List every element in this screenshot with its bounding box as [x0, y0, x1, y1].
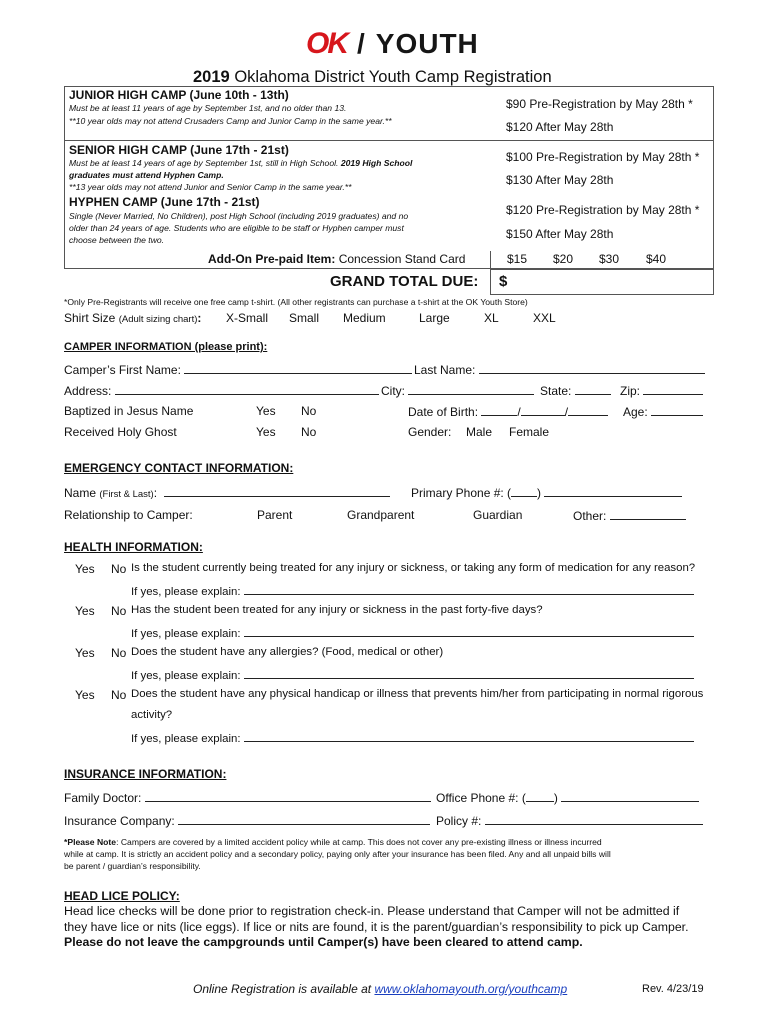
office-phone-label: Office Phone #: (: [436, 791, 526, 805]
first-name-label: Camper’s First Name:: [64, 363, 181, 377]
age-row: [623, 404, 703, 419]
policy-field[interactable]: [485, 813, 703, 825]
logo-word: YOUTH: [375, 28, 479, 59]
emergency-phone-paren: ): [537, 486, 542, 500]
lice-line-3: Please do not leave the campgrounds until Camper(s) have been cleared to attend camp.: [64, 935, 583, 949]
shirt-small[interactable]: Small: [289, 311, 320, 325]
note-label: *Please Note: [64, 837, 117, 847]
page-title: [193, 68, 552, 87]
last-name-row: [414, 362, 705, 377]
addon-amount-20[interactable]: $20: [553, 252, 574, 266]
shirt-xxl[interactable]: XXL: [533, 311, 556, 325]
gender-label: Gender:: [408, 425, 452, 439]
addon-amount-30[interactable]: $30: [599, 252, 620, 266]
shirt-size-label: [64, 311, 201, 325]
health-q2: Has the student been treated for any injury or sickness in the past forty-five days?: [131, 604, 543, 616]
health-q2-explain-field[interactable]: [244, 625, 694, 637]
health-q3: Does the student have any allergies? (Food, medical or other): [131, 646, 444, 658]
camper-info-heading: CAMPER INFORMATION (please print):: [64, 341, 268, 353]
relationship-parent[interactable]: Parent: [257, 508, 293, 522]
policy-label: Policy #:: [436, 814, 482, 828]
doctor-field[interactable]: [145, 790, 431, 802]
health-q4-explain-row: [131, 730, 694, 745]
insurance-heading: INSURANCE INFORMATION:: [64, 767, 227, 781]
emergency-name-row: [64, 485, 390, 500]
state-row: [540, 383, 611, 398]
revision-date: Rev. 4/23/19: [642, 983, 704, 995]
last-name-label: Last Name:: [414, 363, 476, 377]
health-q3-explain-label: If yes, please explain:: [131, 670, 241, 682]
lice-policy-text: [64, 904, 689, 951]
emergency-name-label: Name: [64, 486, 97, 500]
policy-row: [436, 813, 703, 828]
health-q1: Is the student currently being treated for any injury or sickness, or taking any form of medication for any reason?: [131, 562, 696, 574]
office-phone-field[interactable]: [561, 790, 699, 802]
ok-logo-mark: OK: [306, 27, 347, 60]
address-label: Address:: [64, 384, 112, 398]
holy-ghost-yes[interactable]: Yes: [256, 425, 276, 439]
insurance-note: [64, 836, 611, 872]
emergency-phone-field[interactable]: [544, 485, 682, 497]
emergency-phone-label: Primary Phone #: (: [411, 486, 512, 500]
shirt-colon: :: [197, 311, 202, 325]
health-q2-no[interactable]: No: [111, 604, 127, 618]
office-phone-row: [436, 790, 699, 805]
office-phone-paren: ): [553, 791, 558, 805]
footer-url-link[interactable]: www.oklahomayouth.org/youthcamp: [374, 982, 568, 996]
baptized-yes[interactable]: Yes: [256, 404, 276, 418]
relationship-grandparent[interactable]: Grandparent: [347, 508, 415, 522]
ok-youth-logo: [306, 27, 479, 60]
shirt-xl[interactable]: XL: [484, 311, 499, 325]
first-name-row: [64, 362, 412, 377]
note-line-2: while at camp. It is strictly an accident policy and a secondary policy, paying only after your insurance has been filed. Any and all unpaid bills will: [64, 849, 611, 859]
hyphen-camp-price-pre: $120 Pre-Registration by May 28th *: [506, 203, 700, 217]
dob-slash-1: /: [517, 405, 521, 419]
relationship-other-label: Other:: [573, 509, 607, 523]
health-q4-yes[interactable]: Yes: [75, 688, 95, 702]
hyphen-camp-desc-3: choose between the two.: [69, 235, 165, 245]
junior-camp-title: JUNIOR HIGH CAMP (June 10th - 13th): [69, 88, 289, 102]
last-name-field[interactable]: [479, 362, 705, 374]
first-name-field[interactable]: [184, 362, 412, 374]
holy-ghost-label: Received Holy Ghost: [64, 425, 177, 439]
relationship-label: Relationship to Camper:: [64, 508, 193, 522]
senior-camp-desc-2: graduates must attend Hyphen Camp.: [69, 170, 224, 180]
health-q1-yes[interactable]: Yes: [75, 562, 95, 576]
health-q3-explain-row: [131, 667, 694, 682]
health-q1-explain-label: If yes, please explain:: [131, 586, 241, 598]
addon-amount-15[interactable]: $15: [507, 252, 528, 266]
shirt-label: Shirt Size: [64, 311, 116, 325]
addon-label: Add-On Pre-paid Item:: [208, 252, 336, 266]
shirt-xsmall[interactable]: X-Small: [226, 311, 269, 325]
health-q3-no[interactable]: No: [111, 646, 127, 660]
logo-separator: /: [357, 28, 366, 59]
doctor-row: [64, 790, 431, 805]
holy-ghost-no[interactable]: No: [301, 425, 317, 439]
health-q2-yes[interactable]: Yes: [75, 604, 95, 618]
state-field[interactable]: [575, 383, 611, 395]
senior-camp-desc-3: **13 year olds may not attend Junior and Senior Camp in the same year.**: [69, 182, 352, 192]
relationship-other-field[interactable]: [610, 508, 686, 520]
address-field[interactable]: [115, 383, 379, 395]
city-label: City:: [381, 384, 405, 398]
health-q1-no[interactable]: No: [111, 562, 127, 576]
junior-camp-desc-1: Must be at least 11 years of age by September 1st, and no older than 13.: [69, 103, 347, 113]
health-q2-explain-label: If yes, please explain:: [131, 628, 241, 640]
emergency-area-code-field[interactable]: [511, 485, 537, 497]
city-row: [381, 383, 534, 398]
note-line-1: : Campers are covered by a limited accident policy while at camp. This does not cover any pre-existing illness or illness incurred: [116, 837, 602, 847]
dob-year-field[interactable]: [568, 404, 608, 416]
shirt-sub: (Adult sizing chart): [118, 314, 198, 325]
doctor-label: Family Doctor:: [64, 791, 142, 805]
zip-field[interactable]: [643, 383, 703, 395]
health-q4-explain-label: If yes, please explain:: [131, 733, 241, 745]
hyphen-camp-title: HYPHEN CAMP (June 17th - 21st): [69, 195, 260, 209]
senior-camp-price-after: $130 After May 28th: [506, 173, 614, 187]
addon-row: [208, 252, 465, 266]
insurance-company-row: [64, 813, 430, 828]
table-divider: [64, 140, 714, 141]
grand-total-input[interactable]: $: [499, 273, 508, 290]
health-q4-cont: activity?: [131, 709, 173, 721]
baptized-label: Baptized in Jesus Name: [64, 404, 194, 418]
health-q3-yes[interactable]: Yes: [75, 646, 95, 660]
baptized-no[interactable]: No: [301, 404, 317, 418]
health-q4-explain-field[interactable]: [244, 730, 694, 742]
senior-camp-price-pre: $100 Pre-Registration by May 28th *: [506, 150, 700, 164]
addon-item: Concession Stand Card: [338, 252, 466, 266]
zip-label: Zip:: [620, 384, 641, 398]
age-label: Age:: [623, 405, 648, 419]
lice-heading: HEAD LICE POLICY:: [64, 889, 180, 903]
shirt-medium[interactable]: Medium: [343, 311, 386, 325]
state-label: State:: [540, 384, 572, 398]
title-year: 2019: [193, 68, 230, 86]
health-q1-explain-row: [131, 583, 694, 598]
gender-female[interactable]: Female: [509, 425, 550, 439]
senior-desc-1a: Must be at least 14 years of age by September 1st, still in High School.: [69, 158, 339, 168]
hyphen-camp-desc-1: Single (Never Married, No Children), post High School (including 2019 graduates) and no: [69, 211, 409, 221]
addon-amount-40[interactable]: $40: [646, 252, 667, 266]
hyphen-camp-desc-2: older than 24 years of age. Students who are eligible to be staff or Hyphen camper must: [69, 223, 404, 233]
emergency-name-field[interactable]: [164, 485, 390, 497]
health-q4-no[interactable]: No: [111, 688, 127, 702]
junior-camp-price-after: $120 After May 28th: [506, 120, 614, 134]
lice-line-2: they have lice or nits (lice eggs). If lice or nits are found, it is the parent/guardian’s responsibility to pick up Camper.: [64, 919, 689, 934]
note-line-3: be parent / guardian’s responsibility.: [64, 861, 201, 871]
relationship-other-row: [573, 508, 686, 523]
junior-camp-price-pre: $90 Pre-Registration by May 28th *: [506, 97, 693, 111]
health-q4: Does the student have any physical handicap or illness that prevents him/her from participating in normal rigorous: [131, 688, 704, 700]
grand-total-box: [490, 269, 714, 295]
hyphen-camp-price-after: $150 After May 28th: [506, 227, 614, 241]
footer-online-text: Online Registration is available at: [193, 982, 372, 996]
address-row: [64, 383, 379, 398]
age-field[interactable]: [651, 404, 703, 416]
dob-month-field[interactable]: [481, 404, 517, 416]
title-rest: Oklahoma District Youth Camp Registration: [234, 68, 552, 86]
health-q3-explain-field[interactable]: [244, 667, 694, 679]
senior-camp-desc-1: [69, 158, 412, 170]
shirt-large[interactable]: Large: [419, 311, 450, 325]
senior-desc-1b: 2019 High School: [340, 158, 413, 168]
emergency-name-sub: (First & Last): [99, 489, 154, 500]
health-q2-explain-row: [131, 625, 694, 640]
dob-slash-2: /: [564, 405, 569, 419]
emergency-phone-row: [411, 485, 682, 500]
relationship-guardian[interactable]: Guardian: [473, 508, 523, 522]
dob-day-field[interactable]: [521, 404, 565, 416]
emergency-name-colon: :: [153, 486, 158, 500]
footer-online: [193, 982, 567, 996]
city-field[interactable]: [408, 383, 534, 395]
shirt-note: *Only Pre-Registrants will receive one free camp t-shirt. (All other registrants can purchase a t-shirt at the OK Youth Store): [64, 297, 528, 307]
insurance-company-field[interactable]: [178, 813, 430, 825]
health-heading: HEALTH INFORMATION:: [64, 540, 203, 554]
lice-line-1: Head lice checks will be done prior to registration check-in. Please understand that Camper will not be admitted if: [64, 904, 680, 918]
emergency-heading: EMERGENCY CONTACT INFORMATION:: [64, 461, 294, 475]
zip-row: [620, 383, 703, 398]
grand-total-label: GRAND TOTAL DUE:: [330, 273, 479, 290]
dob-row: [408, 404, 608, 419]
insurance-company-label: Insurance Company:: [64, 814, 175, 828]
health-q1-explain-field[interactable]: [244, 583, 694, 595]
senior-camp-title: SENIOR HIGH CAMP (June 17th - 21st): [69, 143, 289, 157]
office-area-code-field[interactable]: [526, 790, 554, 802]
gender-male[interactable]: Male: [466, 425, 493, 439]
junior-camp-desc-2: **10 year olds may not attend Crusaders Camp and Junior Camp in the same year.**: [69, 116, 392, 126]
dob-label: Date of Birth:: [408, 405, 479, 419]
